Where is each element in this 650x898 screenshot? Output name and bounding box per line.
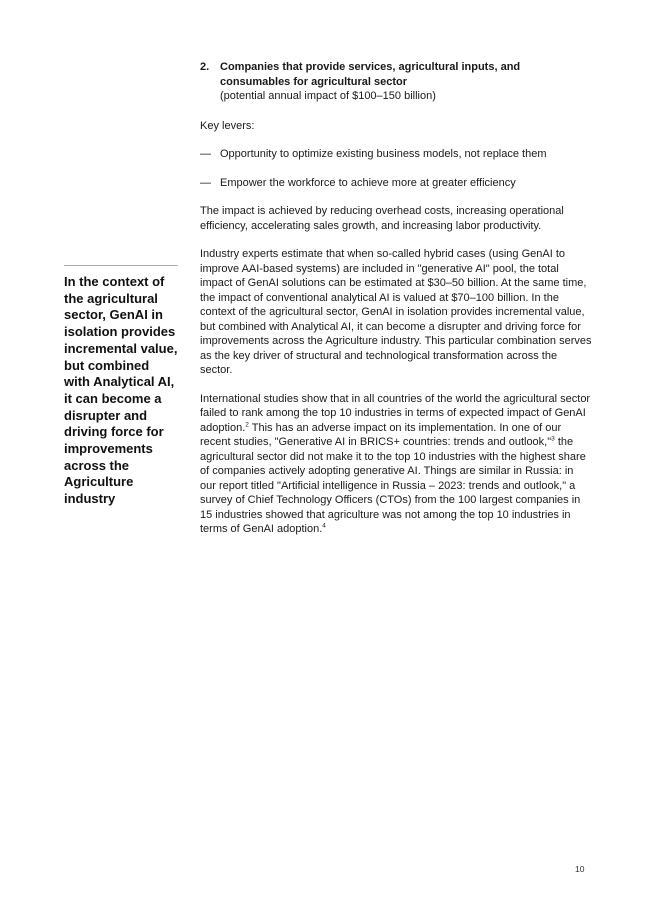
section-number: 2. [200,61,210,73]
footnote-ref-2: 2 [245,420,249,428]
impact-paragraph: The impact is achieved by reducing overhead costs, increasing operational efficiency, accelerating sales growth, and increasing labor productivity. [200,205,564,232]
section-subtitle: (potential annual impact of $100–150 billion) [220,90,436,102]
studies-text-part2: This has an adverse impact on its implementation. In one of our recent studies, "Generative AI in BRICS+ countries: trends and outlook," [200,421,562,448]
section-heading [200,60,592,104]
pull-quote: In the context of the agricultural sector, GenAI in isolation provides incremental value, but combined with Analytical AI, it can become a disrupter and driving force for improvements across the Agriculture industry [64,265,178,508]
lever-text: Opportunity to optimize existing business models, not replace them [220,148,547,160]
page-number: 10 [575,864,585,874]
lever-item [200,147,592,162]
studies-text-part1: International studies show that in all countries of the world the agricultural sector failed to rank among the top 10 industries in terms of expected impact of GenAI adoption. [200,392,591,434]
studies-paragraph [200,392,592,537]
lever-text: Empower the workforce to achieve more at greater efficiency [220,176,516,189]
experts-paragraph: Industry experts estimate that when so-called hybrid cases (using GenAI to improve AAI-based systems) are included in "generative AI" pool, the total impact of GenAI solutions can be estimated at $30–50 billion. At the same time, the impact of conventional analytical AI is valued at $70–100 billion. In the context of the agricultural sector, GenAI in isolation provides incremental value, but combined with Analytical AI, it can become a disrupter and driving force for improvements across the Agriculture industry. This particular combination serves as the key driver of structural and technological transformation across the sector. [200,248,592,376]
studies-text-part3: the agricultural sector did not make it to the top 10 industries with the highest share of companies actively adopting generative AI. Things are similar in Russia: in our report titled "Artificial intelligence in Russia – 2023: trends and outlook," a survey of Chief Technology Officers (CTOs) from the 100 largest companies in 15 industries showed that agriculture was not among the top 10 industries in terms of GenAI adoption. [200,436,586,535]
section-title: Companies that provide services, agricultural inputs, and consumables for agricultural sector [220,61,521,88]
footnote-ref-4: 4 [322,522,326,530]
dash-bullet: — [200,148,211,160]
lever-item [200,176,592,191]
footnote-ref-3: 3 [551,435,555,443]
main-column [200,60,592,551]
section-heading-text [220,60,592,104]
dash-bullet: — [200,176,211,189]
key-levers-label: Key levers: [200,119,255,132]
